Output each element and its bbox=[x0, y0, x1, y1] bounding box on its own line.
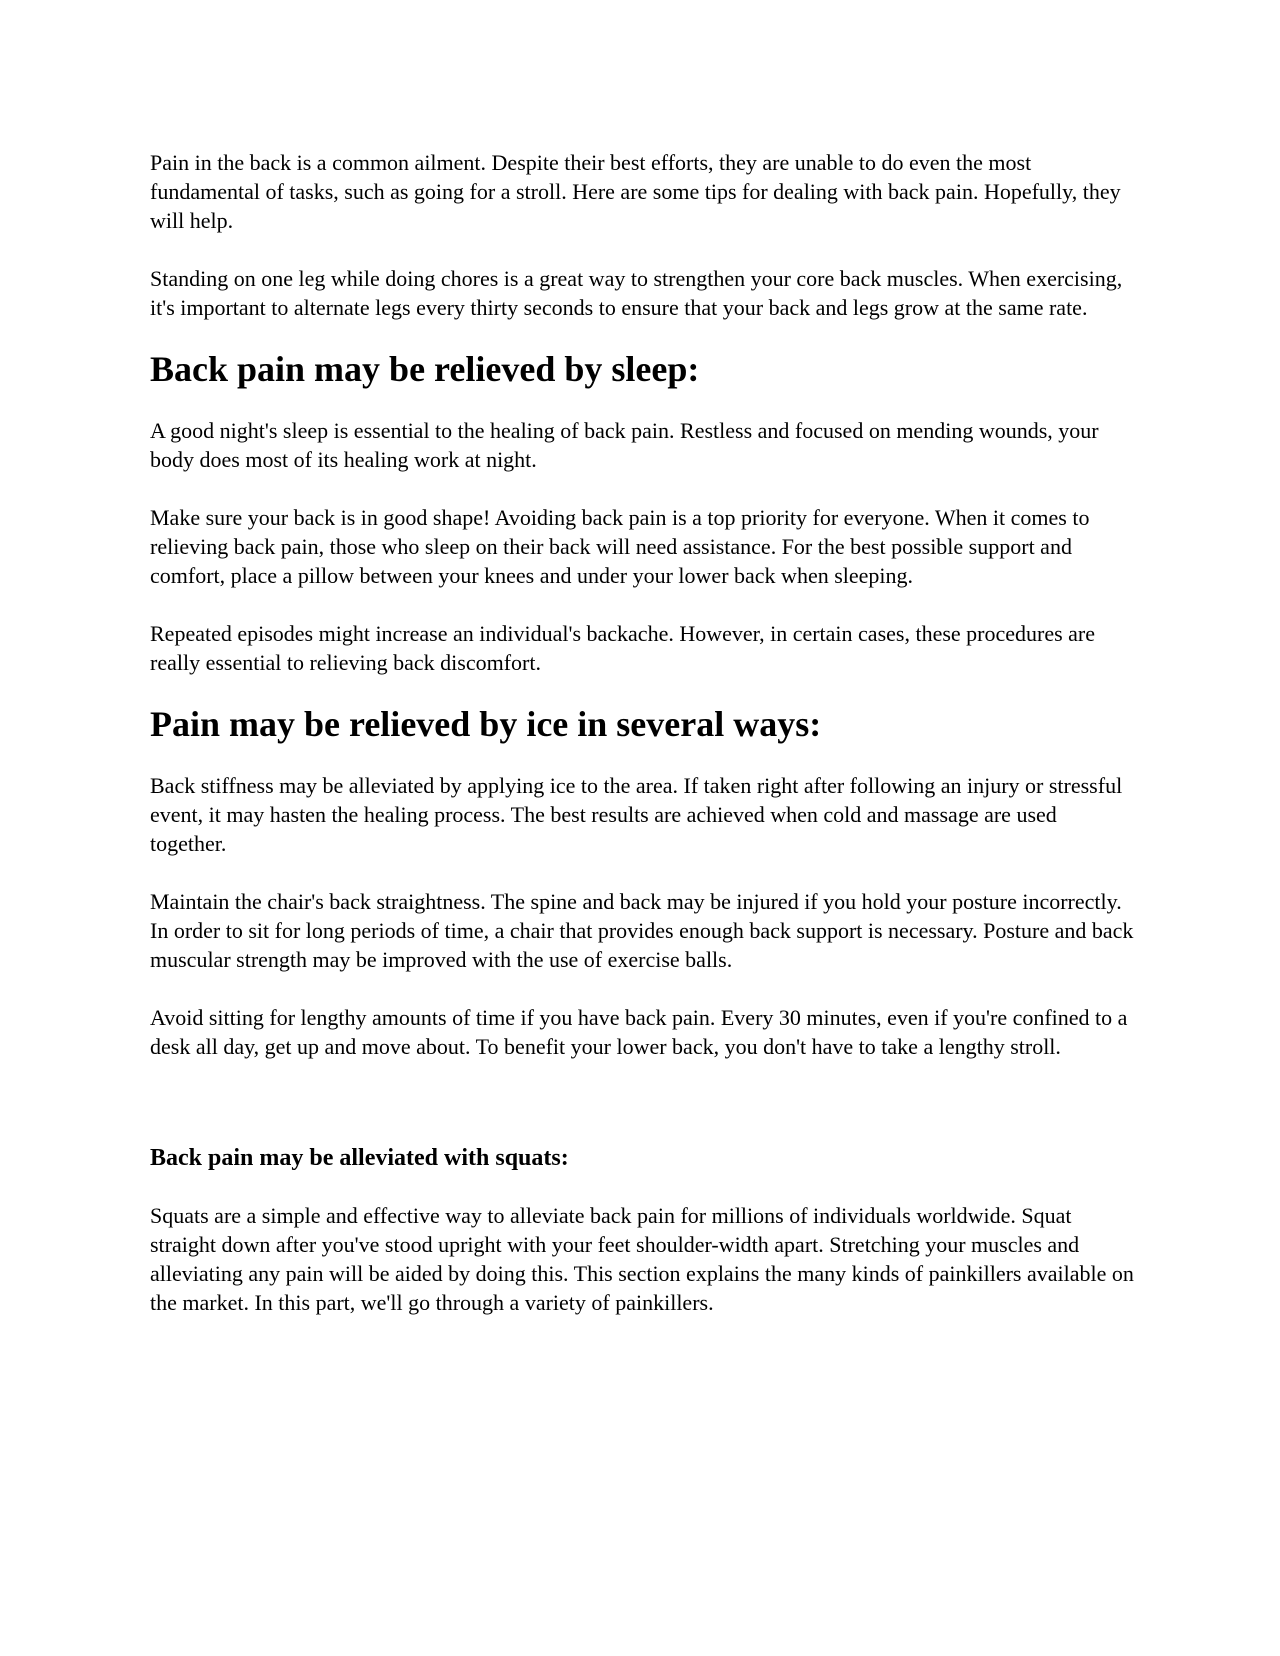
ice-paragraph-2: Maintain the chair's back straightness. The spine and back may be injured if you hold your posture incorrectly. In order to sit for long periods of time, a chair that provides enough back support is necessary. Posture and back muscular strength may be improved with the use of exercise balls. bbox=[150, 889, 1134, 972]
sleep-paragraph-2: Make sure your back is in good shape! Avoiding back pain is a top priority for everyone. When it comes to relieving back pain, those who sleep on their back will need assistance. For the best possible support and comfort, place a pillow between your knees and under your lower back when sleeping. bbox=[150, 505, 1090, 588]
document-page bbox=[150, 148, 1135, 1317]
intro-paragraph-2: Standing on one leg while doing chores is a great way to strengthen your core back muscles. When exercising, it's important to alternate legs every thirty seconds to ensure that your back and legs grow at the same rate. bbox=[150, 266, 1123, 320]
section-heading-ice: Pain may be relieved by ice in several ways: bbox=[150, 704, 822, 744]
intro-paragraph-1: Pain in the back is a common ailment. Despite their best efforts, they are unable to do even the most fundamental of tasks, such as going for a stroll. Here are some tips for dealing with back pain. Hopefully, they will help. bbox=[150, 150, 1121, 233]
section-heading-squats: Back pain may be alleviated with squats: bbox=[150, 1145, 569, 1171]
section-heading-sleep: Back pain may be relieved by sleep: bbox=[150, 349, 700, 389]
sleep-paragraph-1: A good night's sleep is essential to the healing of back pain. Restless and focused on mending wounds, your body does most of its healing work at night. bbox=[150, 418, 1099, 472]
ice-paragraph-1: Back stiffness may be alleviated by applying ice to the area. If taken right after following an injury or stressful event, it may hasten the healing process. The best results are achieved when cold and massage are used together. bbox=[150, 773, 1123, 856]
ice-paragraph-3: Avoid sitting for lengthy amounts of time if you have back pain. Every 30 minutes, even if you're confined to a desk all day, get up and move about. To benefit your lower back, you don't have to take a lengthy stroll. bbox=[150, 1005, 1128, 1059]
sleep-paragraph-3: Repeated episodes might increase an individual's backache. However, in certain cases, these procedures are really essential to relieving back discomfort. bbox=[150, 621, 1096, 675]
squats-paragraph-1: Squats are a simple and effective way to alleviate back pain for millions of individuals worldwide. Squat straight down after you've stood upright with your feet shoulder-width apart. Stretching your muscles and alleviating any pain will be aided by doing this. This section explains the many kinds of painkillers available on the market. In this part, we'll go through a variety of painkillers. bbox=[150, 1203, 1134, 1315]
